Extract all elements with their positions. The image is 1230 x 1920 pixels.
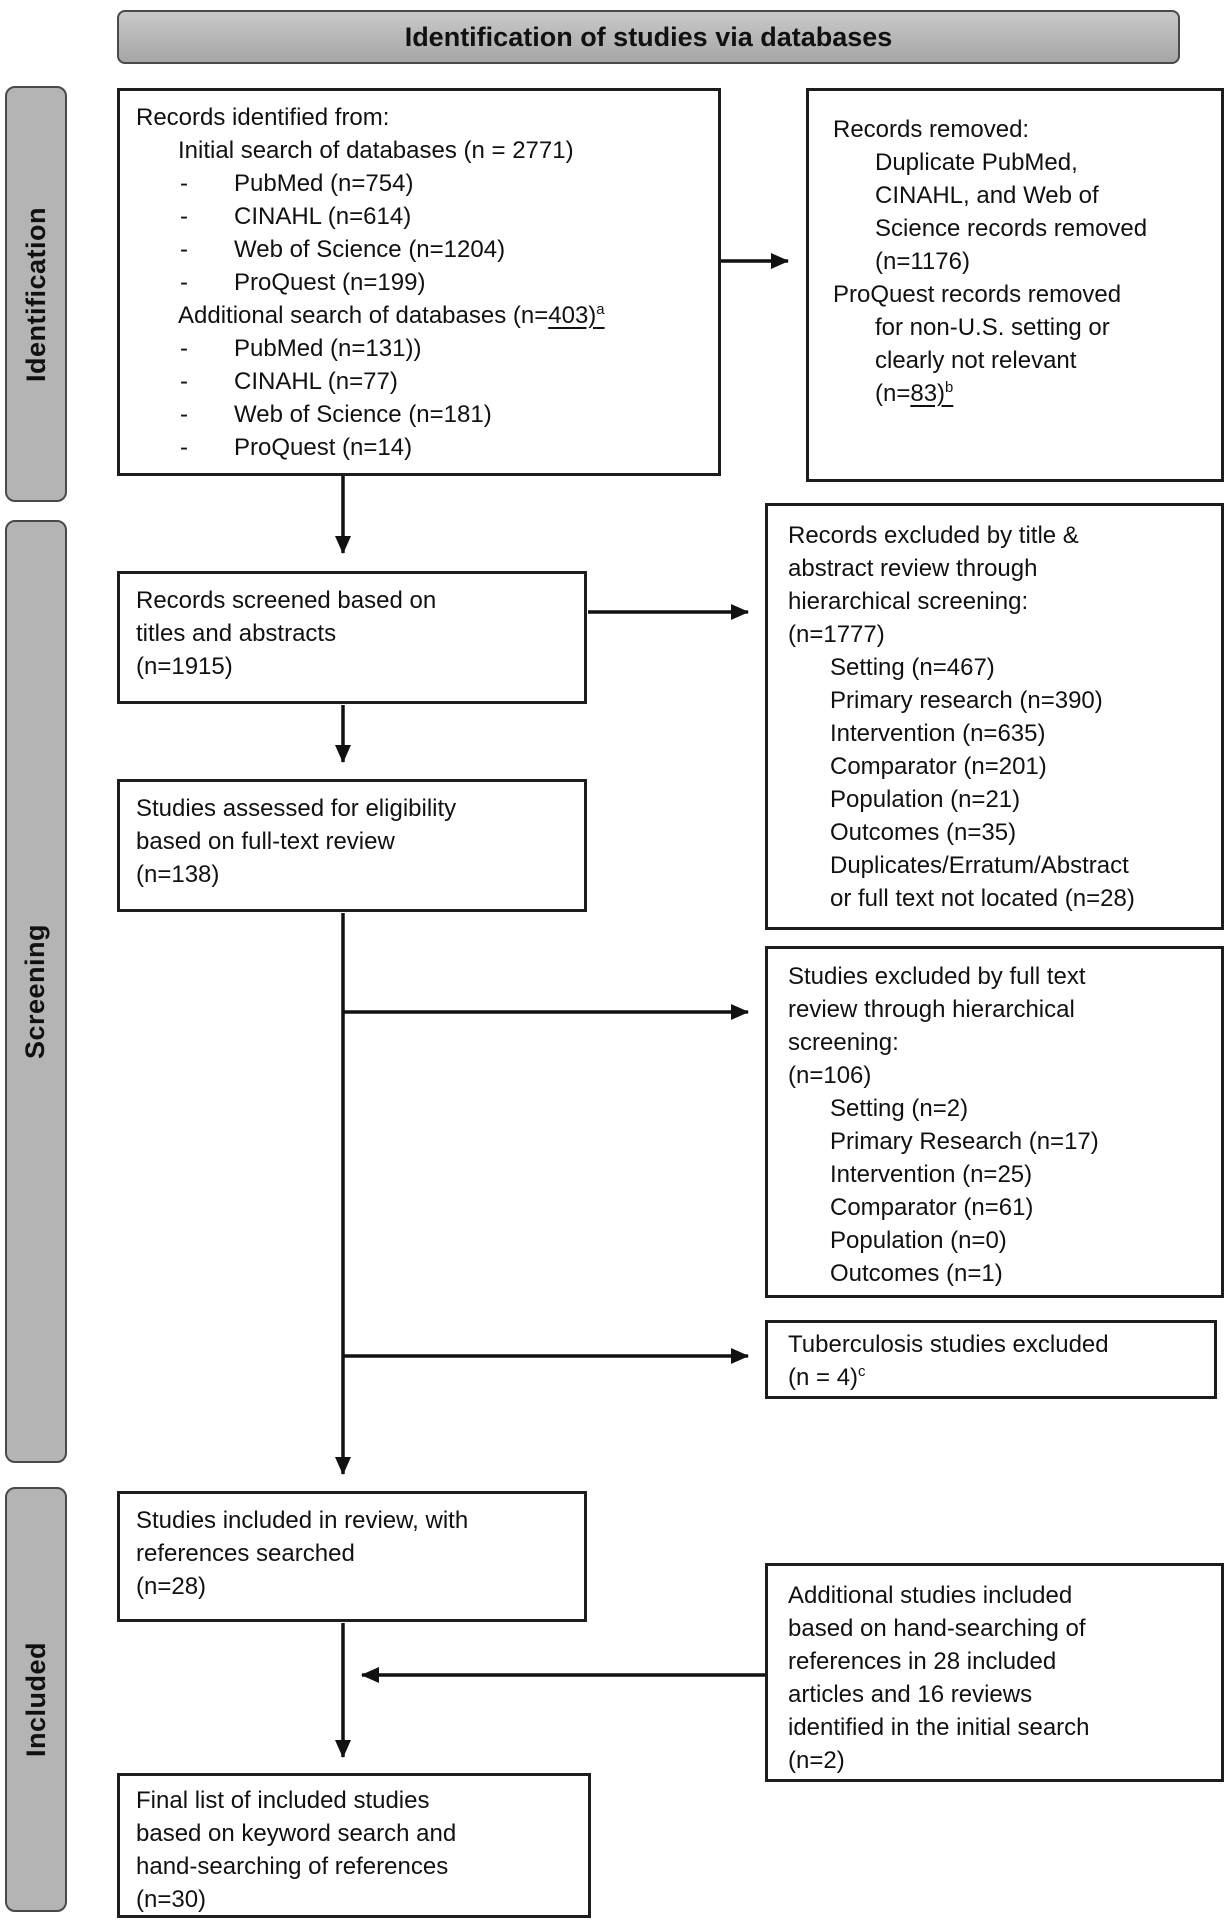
box-text-line: or full text not located (n=28) — [830, 885, 1135, 912]
box-text-line: - Web of Science (n=181) — [136, 398, 706, 431]
box-text-line: Duplicate PubMed, — [875, 149, 1078, 176]
box-text-line: review through hierarchical — [788, 996, 1075, 1023]
box-text-line: Duplicates/Erratum/Abstract — [830, 852, 1129, 879]
box-text-line: Setting (n=2) — [830, 1095, 969, 1122]
box-text-line: Additional studies included — [788, 1582, 1073, 1609]
box-text-line: titles and abstracts — [136, 620, 337, 647]
box-text-line: Studies excluded by full text — [788, 963, 1086, 990]
box-text-line: - CINAHL (n=614) — [136, 200, 706, 233]
box-text-line: identified in the initial search — [788, 1714, 1090, 1741]
box-final-list — [117, 1773, 591, 1918]
bullet-dash: - — [180, 368, 188, 395]
box-text-line: Primary Research (n=17) — [830, 1128, 1099, 1155]
box-text-line: - CINAHL (n=77) — [136, 365, 706, 398]
box-excluded-full-text — [765, 946, 1224, 1298]
box-text-line: based on keyword search and — [136, 1820, 457, 1847]
box-text-line: Intervention (n=635) — [830, 720, 1046, 747]
box-text-line: (n=1915) — [136, 653, 233, 680]
box-text-line: Outcomes (n=1) — [830, 1260, 1003, 1287]
box-text-line: clearly not relevant — [875, 347, 1077, 374]
box-tuberculosis-excluded — [765, 1320, 1217, 1399]
box-text-line: Outcomes (n=35) — [830, 819, 1017, 846]
box-text-line: CINAHL, and Web of — [875, 182, 1099, 209]
box-records-identified — [117, 88, 721, 476]
box-text-line: Studies included in review, with — [136, 1507, 469, 1534]
band-identification — [5, 86, 67, 502]
box-text-line: screening: — [788, 1029, 899, 1056]
bullet-dash: - — [180, 434, 188, 461]
box-text-line: (n=1777) — [788, 621, 885, 648]
box-text-line: - ProQuest (n=199) — [136, 266, 706, 299]
box-text-line: articles and 16 reviews — [788, 1681, 1033, 1708]
box-assessed-eligibility — [117, 779, 587, 912]
box-included-in-review — [117, 1491, 587, 1622]
box-text-line: (n=106) — [788, 1062, 872, 1089]
diagram-header — [117, 10, 1180, 64]
box-text-line: - PubMed (n=754) — [136, 167, 706, 200]
box-text-line: for non-U.S. setting or — [875, 314, 1110, 341]
box-text-line: (n=28) — [136, 1573, 207, 1600]
box-text-line: Records removed: — [833, 116, 1030, 143]
box-text-line: (n=30) — [136, 1886, 207, 1913]
band-screening-label: Screening — [20, 923, 51, 1060]
bullet-dash: - — [180, 236, 188, 263]
box-text-line: Population (n=0) — [830, 1227, 1007, 1254]
box-text-line: hierarchical screening: — [788, 588, 1029, 615]
box-text-line: Records excluded by title & — [788, 522, 1079, 549]
box-text-line: Setting (n=467) — [830, 654, 995, 681]
box-records-screened — [117, 571, 587, 704]
box-text-line: based on hand-searching of — [788, 1615, 1086, 1642]
box-text-line: (n=83)$^b$ — [875, 380, 954, 407]
diagram-header-title: Identification of studies via databases — [404, 21, 893, 52]
band-included-label: Included — [20, 1641, 51, 1758]
box-text-line: Additional search of databases (n=403)$^a$ — [178, 302, 605, 329]
bullet-dash: - — [180, 170, 188, 197]
box-records-removed — [806, 88, 1224, 482]
box-text-line: Population (n=21) — [830, 786, 1021, 813]
box-text-line: Primary research (n=390) — [830, 687, 1103, 714]
band-identification-label: Identification — [20, 206, 51, 382]
box-text-line: Science records removed — [875, 215, 1148, 242]
bullet-dash: - — [180, 203, 188, 230]
box-text-line: based on full-text review — [136, 828, 395, 855]
box-text-line: Intervention (n=25) — [830, 1161, 1033, 1188]
bullet-dash: - — [180, 269, 188, 296]
box-text-line: references searched — [136, 1540, 355, 1567]
band-screening — [5, 520, 67, 1463]
box-text-line: (n=2) — [788, 1747, 845, 1774]
box-text-line: (n=138) — [136, 861, 220, 888]
box-text-line: - ProQuest (n=14) — [136, 431, 706, 464]
box-text-line: Initial search of databases (n = 2771) — [178, 137, 574, 164]
band-included — [5, 1487, 67, 1912]
bullet-dash: - — [180, 335, 188, 362]
box-text-line: Comparator (n=201) — [830, 753, 1047, 780]
box-text-line: abstract review through — [788, 555, 1038, 582]
box-text-line: hand-searching of references — [136, 1853, 449, 1880]
box-text-line: - Web of Science (n=1204) — [136, 233, 706, 266]
bullet-dash: - — [180, 401, 188, 428]
box-text-line: references in 28 included — [788, 1648, 1057, 1675]
box-text-line: Tuberculosis studies excluded — [788, 1331, 1109, 1358]
box-text-line: Comparator (n=61) — [830, 1194, 1034, 1221]
box-additional-studies — [765, 1563, 1224, 1782]
box-text-line: (n = 4)$^c$ — [788, 1364, 866, 1391]
box-text-line: Studies assessed for eligibility — [136, 795, 457, 822]
box-text-line: Records screened based on — [136, 587, 437, 614]
box-text-line: - PubMed (n=131)) — [136, 332, 706, 365]
box-excluded-title-abstract — [765, 503, 1224, 930]
box-text-line: Records identified from: — [136, 104, 390, 131]
box-text-line: Final list of included studies — [136, 1787, 430, 1814]
box-text-line: ProQuest records removed — [833, 281, 1122, 308]
box-text-line: (n=1176) — [875, 248, 970, 275]
